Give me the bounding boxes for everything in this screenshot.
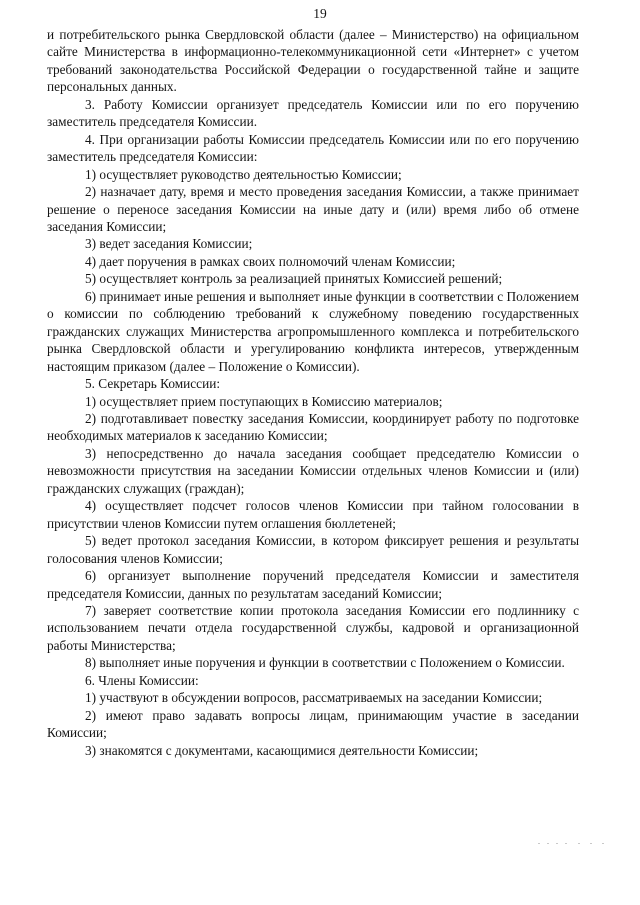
paragraph-6-subitem-2: 2) имеют право задавать вопросы лицам, принимающим участие в заседании Комиссии; — [47, 707, 579, 741]
paragraph-5-subitem-2: 2) подготавливает повестку заседания Комиссии, координирует работу по подготовке необходимых материалов к заседанию Комиссии; — [47, 410, 579, 444]
paragraph-5-subitem-6: 6) организует выполнение поручений председателя Комиссии и заместителя председателя Комиссии, данных по результатам заседаний Комиссии; — [47, 568, 579, 601]
paragraph-6-subitem-3: 3) знакомятся с документами, касающимися деятельности Комиссии; — [85, 742, 479, 758]
page-number: 19 — [313, 6, 327, 21]
paragraph-6-subitem-1: 1) участвуют в обсуждении вопросов, рассматриваемых на заседании Комиссии; — [85, 690, 543, 706]
document-body — [47, 26, 579, 759]
paragraph-item-4: 4. При организации работы Комиссии председатель Комиссии или по его поручению заместитель председателя Комиссии: — [47, 131, 579, 165]
paragraph-5-subitem-8: 8) выполняет иные поручения и функции в соответствии с Положением о Комиссии. — [85, 655, 565, 671]
paragraph-item-5: 5. Секретарь Комиссии: — [85, 376, 221, 392]
paragraph-5-subitem-1: 1) осуществляет прием поступающих в Комиссию материалов; — [85, 393, 443, 409]
paragraph-continuation: и потребительского рынка Свердловской области (далее – Министерство) на официальном сайте Министерства в информационно-телекоммуникационной сети «Интернет» с учетом требований законодательства Российской Федерации о государственной тайне и защите персональных данных. — [47, 27, 579, 95]
paragraph-4-subitem-6: 6) принимает иные решения и выполняет иные функции в соответствии с Положением о комиссии по соблюдению требований к служебному поведению государственных гражданских служащих Министерства агропромышленного комплекса и потребительского рынка Свердловской области и урегулированию конфликта интересов, утвержденным настоящим приказом (далее – Положение о Комиссии). — [47, 288, 579, 374]
paragraph-4-subitem-3: 3) ведет заседания Комиссии; — [85, 236, 253, 252]
paragraph-4-subitem-1: 1) осуществляет руководство деятельностью Комиссии; — [85, 166, 402, 182]
paragraph-4-subitem-4: 4) дает поручения в рамках своих полномочий членам Комиссии; — [85, 253, 456, 269]
paragraph-item-6: 6. Члены Комиссии: — [85, 672, 199, 688]
scan-specks — [538, 842, 608, 846]
paragraph-4-subitem-2: 2) назначает дату, время и место проведения заседания Комиссии, а также принимает решение о переносе заседания Комиссии на иные дату и (или) время либо об отмене заседания Комиссии; — [47, 184, 579, 234]
paragraph-5-subitem-7: 7) заверяет соответствие копии протокола заседания Комиссии его подлиннику с использованием печати отдела государственной службы, кадровой и организационной работы Министерства; — [47, 602, 579, 653]
paragraph-5-subitem-4: 4) осуществляет подсчет голосов членов Комиссии при тайном голосовании в присутствии членов Комиссии путем оглашения бюллетеней; — [47, 498, 579, 531]
paragraph-5-subitem-3: 3) непосредственно до начала заседания сообщает председателю Комиссии о невозможности присутствия на заседании Комиссии отдельных членов Комиссии и (или) гражданских служащих (граждан); — [47, 445, 579, 496]
paragraph-4-subitem-5: 5) осуществляет контроль за реализацией принятых Комиссией решений; — [85, 271, 503, 287]
paragraph-5-subitem-5: 5) ведет протокол заседания Комиссии, в котором фиксирует решения и результаты голосования членов Комиссии; — [47, 533, 579, 566]
paragraph-item-3: 3. Работу Комиссии организует председатель Комиссии или по его поручению заместитель председателя Комиссии. — [47, 96, 579, 130]
